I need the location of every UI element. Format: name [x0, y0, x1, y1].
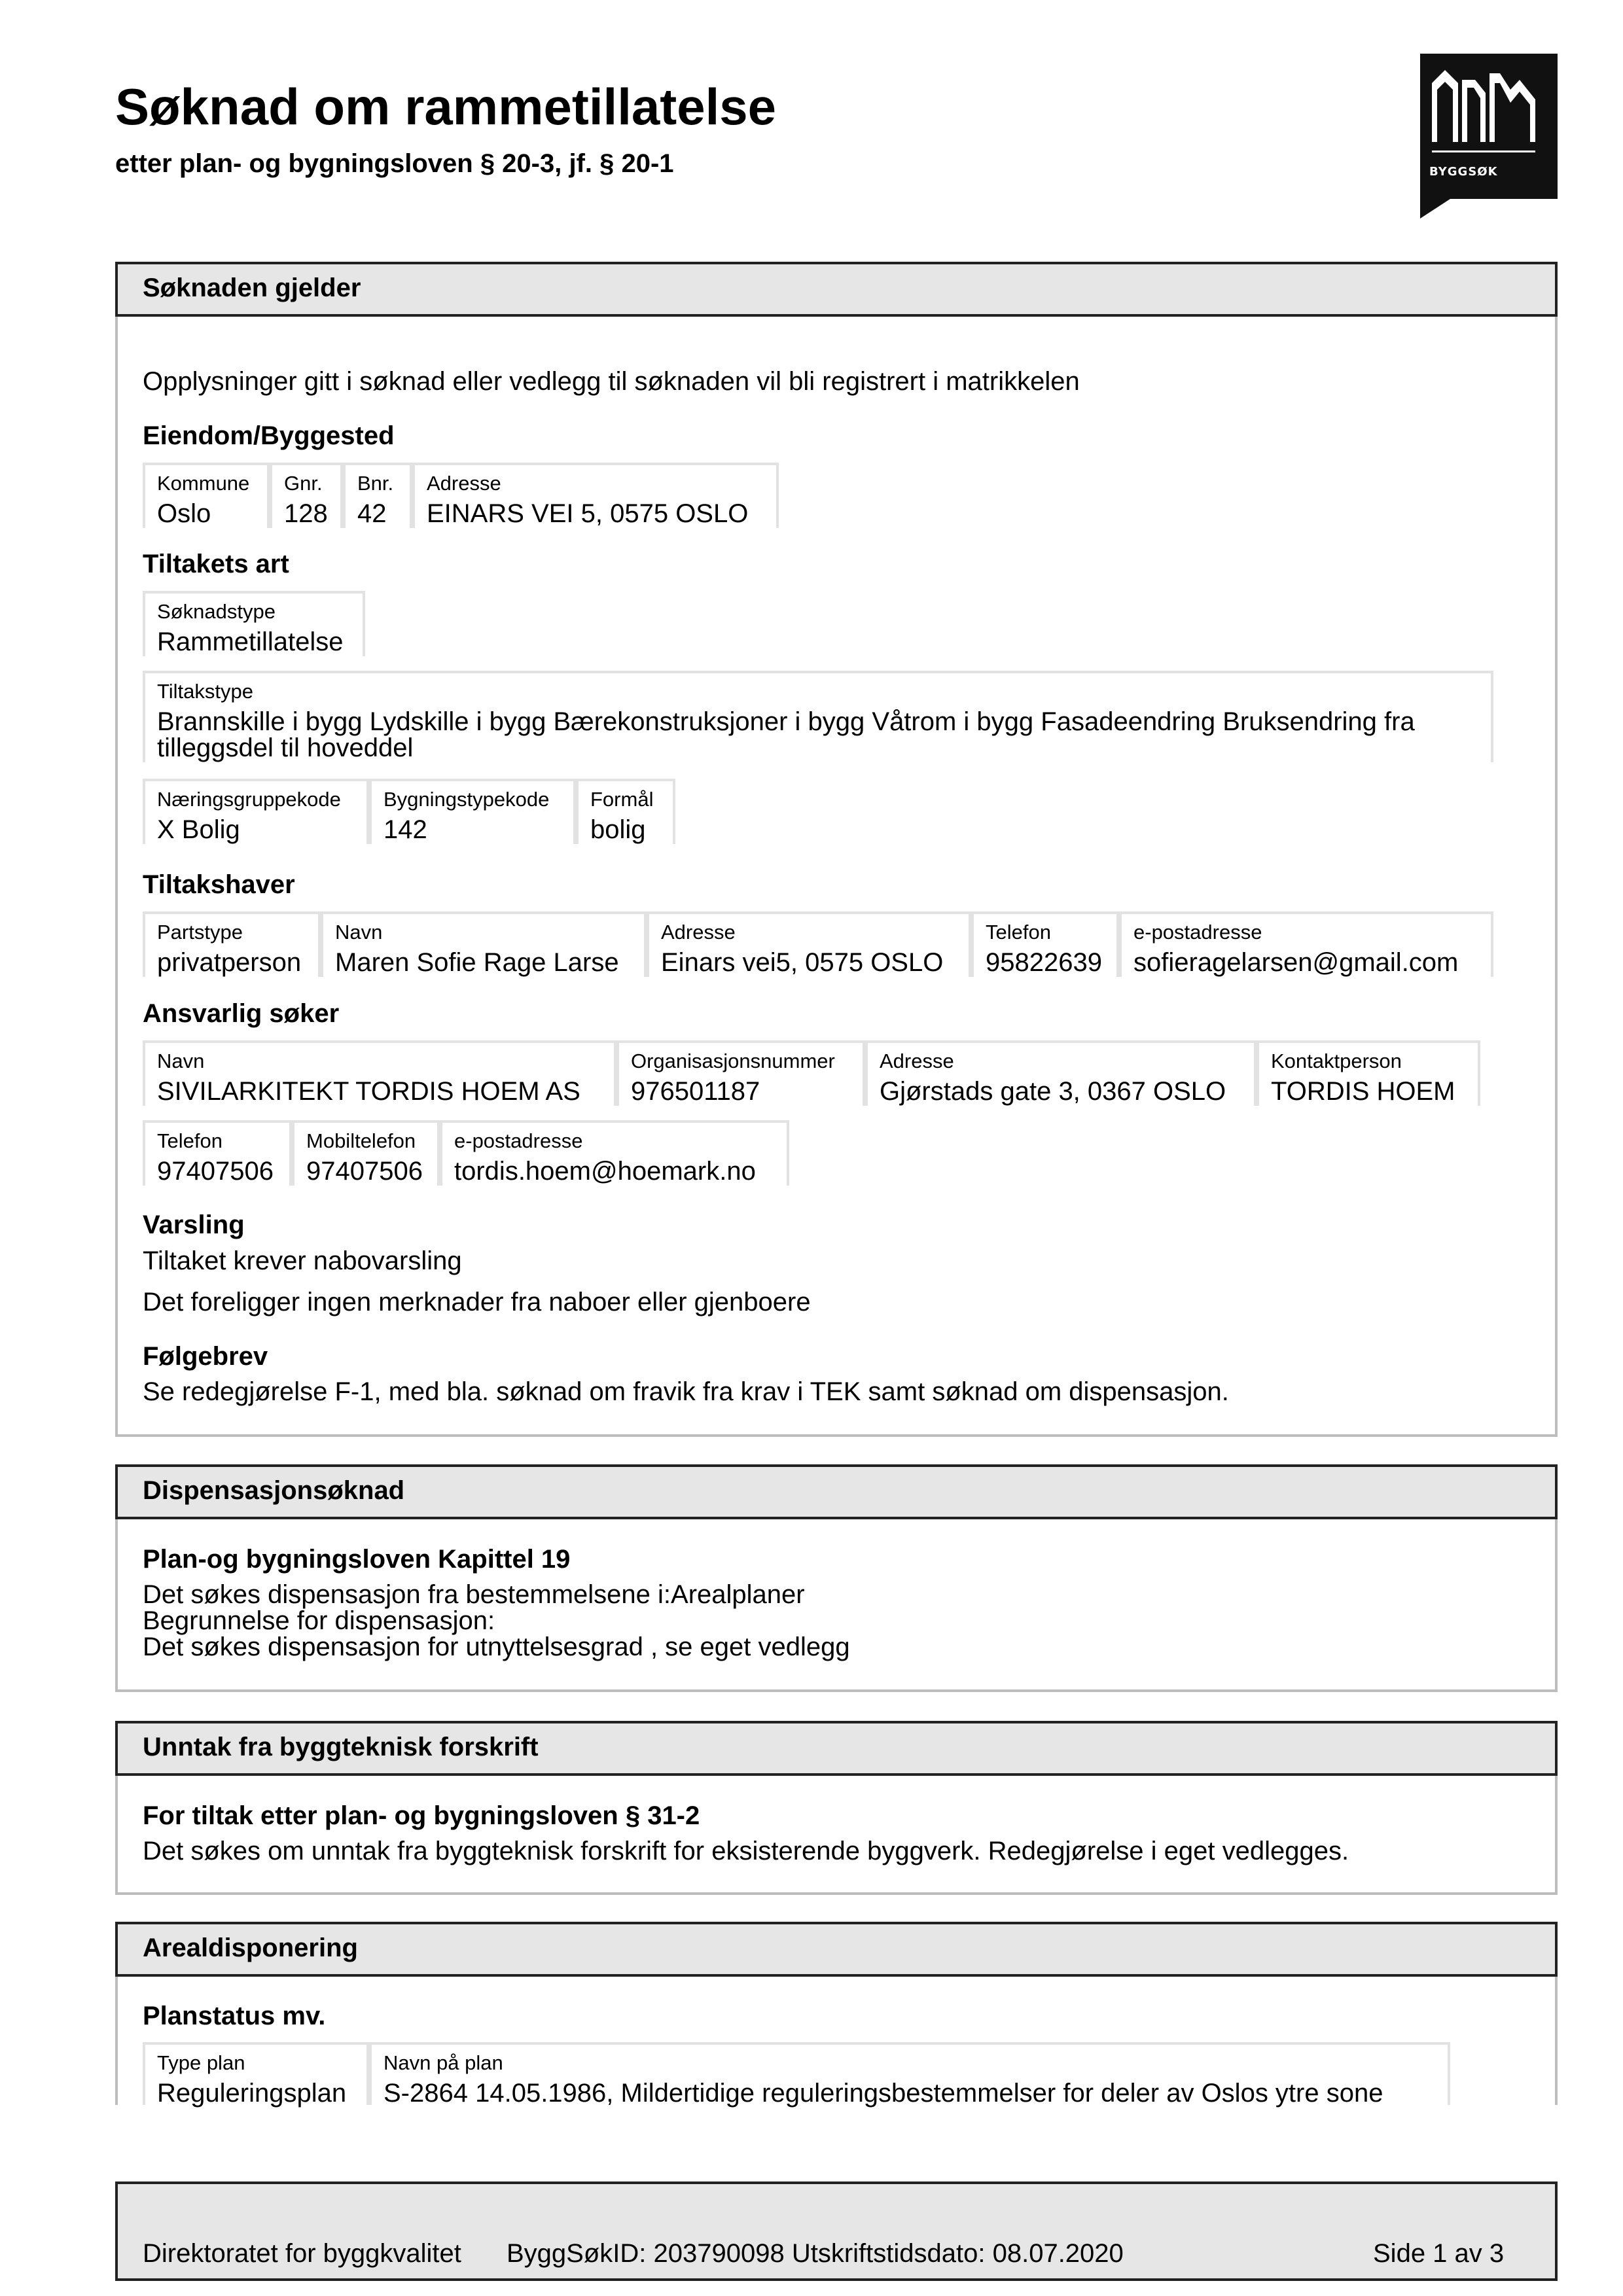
field-label: Tiltakstype — [157, 680, 254, 703]
field-label: Type plan — [157, 2051, 245, 2074]
field-value: 128 — [284, 499, 328, 528]
field-value: SIVILARKITEKT TORDIS HOEM AS — [157, 1077, 580, 1106]
field-value: Reguleringsplan — [157, 2079, 347, 2108]
field-label: Kommune — [157, 472, 250, 495]
field-telefon — [971, 911, 1119, 977]
tiltakshaver-heading: Tiltakshaver — [143, 870, 295, 899]
logo-building-icon — [1420, 54, 1558, 158]
planstatus-heading: Planstatus mv. — [143, 2002, 326, 2030]
section-heading: Søknaden gjelder — [143, 274, 361, 302]
field-value-line1: Brannskille i bygg Lydskille i bygg Bærekonstruksjoner i bygg Våtrom i bygg Fasadeendring Bruksendring fra — [157, 707, 1415, 736]
field-value: TORDIS HOEM — [1271, 1077, 1455, 1106]
field-label: Kontaktperson — [1271, 1050, 1402, 1072]
section-header-unntak — [115, 1721, 1558, 1776]
varsling-line1: Tiltaket krever nabovarsling — [143, 1246, 462, 1275]
field-value: 976501187 — [631, 1077, 760, 1106]
field-label: Adresse — [427, 472, 501, 495]
field-label: Formål — [590, 788, 654, 811]
folgebrev-text: Se redegjørelse F-1, med bla. søknad om fravik fra krav i TEK samt søknad om dispensasjon. — [143, 1377, 1229, 1406]
field-label: Telefon — [157, 1129, 223, 1152]
logo-text: BYGGSØK — [1429, 165, 1498, 179]
page-footer — [115, 2181, 1558, 2281]
document-subtitle: etter plan- og bygningsloven § 20-3, jf. § 20-1 — [115, 149, 674, 178]
section-header-dispensasjon — [115, 1464, 1558, 1519]
eiendom-heading: Eiendom/Byggested — [143, 421, 395, 450]
field-value: 97407506 — [157, 1157, 274, 1186]
field-label: Partstype — [157, 921, 243, 944]
field-navn-pa-plan — [369, 2042, 1450, 2108]
dispensasjon-subheading: Plan-og bygningsloven Kapittel 19 — [143, 1545, 571, 1574]
field-gnr — [270, 463, 343, 528]
field-mobiltelefon — [292, 1120, 440, 1186]
intro-text: Opplysninger gitt i søknad eller vedlegg til søknaden vil bli registrert i matrikkelen — [143, 367, 1080, 396]
field-value: X Bolig — [157, 815, 240, 844]
field-value: 142 — [383, 815, 427, 844]
field-value: sofieragelarsen@gmail.com — [1133, 948, 1459, 977]
section-header-areal — [115, 1922, 1558, 1977]
field-telefon — [143, 1120, 292, 1186]
field-navn — [321, 911, 647, 977]
unntak-text: Det søkes om unntak fra byggteknisk forskrift for eksisterende byggverk. Redegjørelse i eget vedlegges. — [143, 1837, 1349, 1865]
field-soknadstype — [143, 591, 365, 656]
field-bygningstypekode — [369, 779, 576, 844]
document-title: Søknad om rammetillatelse — [115, 78, 777, 135]
footer-org: Direktoratet for byggkvalitet — [143, 2239, 461, 2268]
field-value: Gjørstads gate 3, 0367 OSLO — [880, 1077, 1226, 1106]
field-adresse — [865, 1040, 1257, 1106]
field-label: Bnr. — [357, 472, 394, 495]
footer-page-number: Side 1 av 3 — [1373, 2239, 1505, 2268]
field-partstype — [143, 911, 321, 977]
field-label: Navn på plan — [383, 2051, 503, 2074]
field-value: EINARS VEI 5, 0575 OSLO — [427, 499, 749, 528]
field-adresse — [412, 463, 779, 528]
field-organisasjonsnummer — [616, 1040, 865, 1106]
field-value: Maren Sofie Rage Larse — [335, 948, 619, 977]
field-type-plan — [143, 2042, 369, 2108]
logo-tab — [1420, 199, 1450, 219]
field-label: Navn — [335, 921, 383, 944]
field-kommune — [143, 463, 270, 528]
field-value-line2: tilleggsdel til hoveddel — [157, 733, 414, 762]
field-tiltakstype — [143, 671, 1493, 762]
section-heading: Arealdisponering — [143, 1934, 358, 1962]
ansvarlig-soker-heading: Ansvarlig søker — [143, 999, 340, 1028]
folgebrev-heading: Følgebrev — [143, 1342, 268, 1371]
field-epost — [1119, 911, 1493, 977]
field-label: e-postadresse — [454, 1129, 583, 1152]
dispensasjon-line2: Begrunnelse for dispensasjon: — [143, 1606, 495, 1635]
field-value: 95822639 — [986, 948, 1102, 977]
field-label: Telefon — [986, 921, 1051, 944]
field-navn — [143, 1040, 616, 1106]
field-value: Oslo — [157, 499, 211, 528]
section-heading: Unntak fra byggteknisk forskrift — [143, 1733, 539, 1761]
field-label: Adresse — [661, 921, 736, 944]
varsling-heading: Varsling — [143, 1210, 245, 1239]
section-header-soknaden — [115, 262, 1558, 317]
field-label: Adresse — [880, 1050, 954, 1072]
field-epost — [440, 1120, 789, 1186]
field-label: Bygningstypekode — [383, 788, 550, 811]
field-label: Søknadstype — [157, 600, 276, 623]
field-value: privatperson — [157, 948, 302, 977]
field-label: Organisasjonsnummer — [631, 1050, 835, 1072]
field-label: Mobiltelefon — [306, 1129, 416, 1152]
field-value: 42 — [357, 499, 387, 528]
byggsok-logo — [1420, 54, 1558, 199]
field-value: S-2864 14.05.1986, Mildertidige reguleringsbestemmelser for deler av Oslos ytre sone — [383, 2079, 1383, 2108]
field-adresse — [647, 911, 971, 977]
field-value: tordis.hoem@hoemark.no — [454, 1157, 756, 1186]
field-label: Navn — [157, 1050, 205, 1072]
field-label: Gnr. — [284, 472, 323, 495]
field-label: e-postadresse — [1133, 921, 1262, 944]
field-naeringsgruppekode — [143, 779, 369, 844]
field-value: 97407506 — [306, 1157, 423, 1186]
field-value: Rammetillatelse — [157, 627, 344, 656]
field-kontaktperson — [1257, 1040, 1480, 1106]
section-heading: Dispensasjonsøknad — [143, 1476, 405, 1505]
field-value: Einars vei5, 0575 OSLO — [661, 948, 944, 977]
tiltakets-art-heading: Tiltakets art — [143, 550, 289, 578]
varsling-line2: Det foreligger ingen merknader fra naboer eller gjenboere — [143, 1288, 811, 1316]
footer-id: ByggSøkID: 203790098 Utskriftstidsdato: 08.07.2020 — [507, 2239, 1124, 2268]
field-bnr — [343, 463, 412, 528]
field-label: Næringsgruppekode — [157, 788, 341, 811]
dispensasjon-line1: Det søkes dispensasjon fra bestemmelsene i:Arealplaner — [143, 1580, 805, 1609]
unntak-subheading: For tiltak etter plan- og bygningsloven § 31-2 — [143, 1801, 700, 1830]
dispensasjon-line3: Det søkes dispensasjon for utnyttelsesgrad , se eget vedlegg — [143, 1633, 850, 1661]
field-value: bolig — [590, 815, 646, 844]
field-formal — [576, 779, 675, 844]
